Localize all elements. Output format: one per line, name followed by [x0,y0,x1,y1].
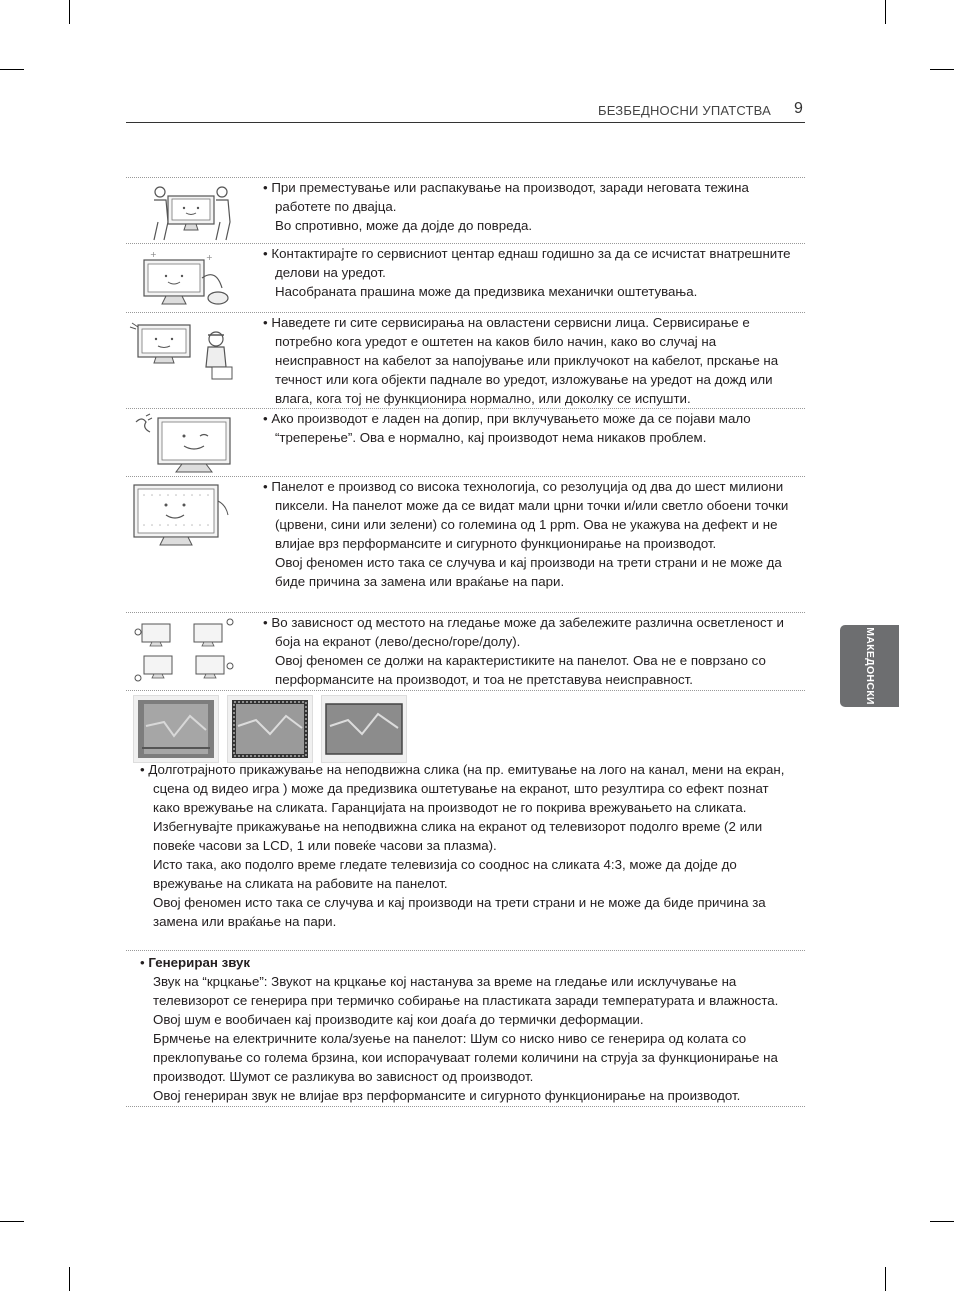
header-rule [126,122,805,123]
bullet-line: Исто така, ако подолго време гледате телевизија со сооднос на сликата 4:3, може да дојде до врежување на сликата на рабовите на панелот. [153,857,737,891]
crop-mark [885,0,886,24]
crop-mark [0,1221,24,1222]
section-text [263,477,795,591]
safety-section-cleaning [126,243,805,313]
svg-text:+: + [150,250,157,259]
svg-text:+: + [206,253,213,262]
bullet-line: Брмчење на електричните кола/зуење на панелот: Шум со ниско ниво се генерира од колата со преклопување со голема брзина, кои испорачуваат големи количини на струја за функционирање на производот. Шумот се разликува во зависност од производот. [153,1031,778,1084]
section-text [140,760,793,931]
section-text [263,178,795,235]
bullet-line: • Панелот е производ со висока технологија, со резолуција од два до шест милиони пиксели. На панелот може да се видат мали црни точки и/или светло обоени точки (црвени, сини или зелени) со големина од 1 ppm. Ова не укажува на дефект и не влијае врз перформансите и сигурното функционирање на производот. [263,477,795,553]
crop-mark [930,1221,954,1222]
section-text [263,613,795,689]
header-title: БЕЗБЕДНОСНИ УПАТСТВА [597,103,771,118]
safety-section-pixels [126,476,805,613]
crop-mark [885,1267,886,1291]
sound-heading [140,953,793,972]
section-text [263,409,795,447]
safety-section-carrying [126,177,805,244]
bullet-line: • Ако производот е ладен на допир, при вклучувањето може да се појави мало “треперење”. Ова е нормално, кај производот нема никаков проблем. [263,409,795,447]
image-retention-section [126,690,805,691]
bullet-line: • Контактирајте го сервисниот центар еднаш годишно за да се исчистат внатрешните делови на уредот. [263,244,795,282]
bullet-line: Овој феномен се должи на карактеристиките на панелот. Ова не е поврзано со перформансите на производот, и тоа не претставува неисправност. [275,653,766,687]
generated-sound-section [126,950,805,1107]
two-people-carrying-tv-icon [146,182,236,244]
viewing-angle-tvs-icon [134,618,238,686]
crop-mark [0,69,24,70]
tv-pixel-dots-icon [130,481,240,551]
tv-service-technician-icon [128,317,240,383]
crop-mark [930,69,954,70]
language-side-tab [840,625,899,707]
bullet-line: Звук на “крцкање”: Звукот на крцкање кој настанува за време на гледање или исклучување на телевизорот се генерира при термичко собирање на пластиката заради температурата и влажноста. Овој шум е вообичаен кај производите кај кои доаѓа до термички деформации. [153,974,779,1027]
safety-section-cold-flicker [126,408,805,477]
section-text [263,244,795,301]
image-retention-photo [321,695,407,763]
image-retention-text-block [126,760,805,950]
bottom-rule [126,1106,805,1107]
bullet-line: Насобраната прашина може да предизвика механички оштетувања. [275,284,698,299]
tv-vacuum-cleaning-icon [136,248,236,310]
bullet-line: • Долготрајното прикажување на неподвижна слика (на пр. емитување на лого на канал, мени на екран, сцена од видео игра ) може да предизвика оштетување на екранот, што резултира со ефект познат како врежување на сликата. Гаранцијата на производот не го покрива врежувањето на сликата. [140,760,793,817]
sound-heading-text: Генериран звук [148,955,251,970]
bullet-line: Избегнувајте прикажување на неподвижна слика на екранот од телевизорот подолго време (2 или повеќе часови за LCD, 1 или повеќе часови за плазма). [153,819,763,853]
smiling-tv-icon [132,412,236,476]
safety-section-viewing-angle [126,612,805,691]
bullet-line: Овој генериран звук не влијае врз перформансите и сигурното функционирање на производот. [153,1088,741,1103]
crop-mark [69,1267,70,1291]
bullet-line: Овој феномен исто така се случува и кај производи на трети страни и не може да биде причина за замена или враќање на пари. [153,895,766,929]
safety-section-servicing [126,312,805,409]
crop-mark [69,0,70,24]
bullet-line: • Наведете ги сите сервисирања на овластени сервисни лица. Сервисирање е потребно кога уредот е оштетен на каков било начин, како во случај на неисправност на кабелот за напојување или приклучокот на кабелот, прскање на течност или кога објекти паднале во уредот, изложување на уредот на дожд или влага, кога тој не функционира нормално, или доколку се испушти. [263,313,795,408]
bullet-line: • Во зависност од местото на гледање може да забележите различна осветленост и боја на екранот (лево/десно/горе/долу). [263,613,795,651]
bullet-line: • При преместување или распакување на производот, заради неговата тежина работете по двајца. [263,178,795,216]
section-text [140,953,793,1105]
section-text [263,313,795,408]
image-retention-photo [227,695,313,763]
bullet-line: Овој феномен исто така се случува и кај производи на трети страни и не може да биде причина за замена или враќање на пари. [275,555,782,589]
bullet-line: Во спротивно, може да дојде до повреда. [275,218,533,233]
page-number: 9 [794,100,803,117]
side-tab-label: МАКЕДОНСКИ [863,627,876,705]
image-retention-photo [133,695,219,763]
